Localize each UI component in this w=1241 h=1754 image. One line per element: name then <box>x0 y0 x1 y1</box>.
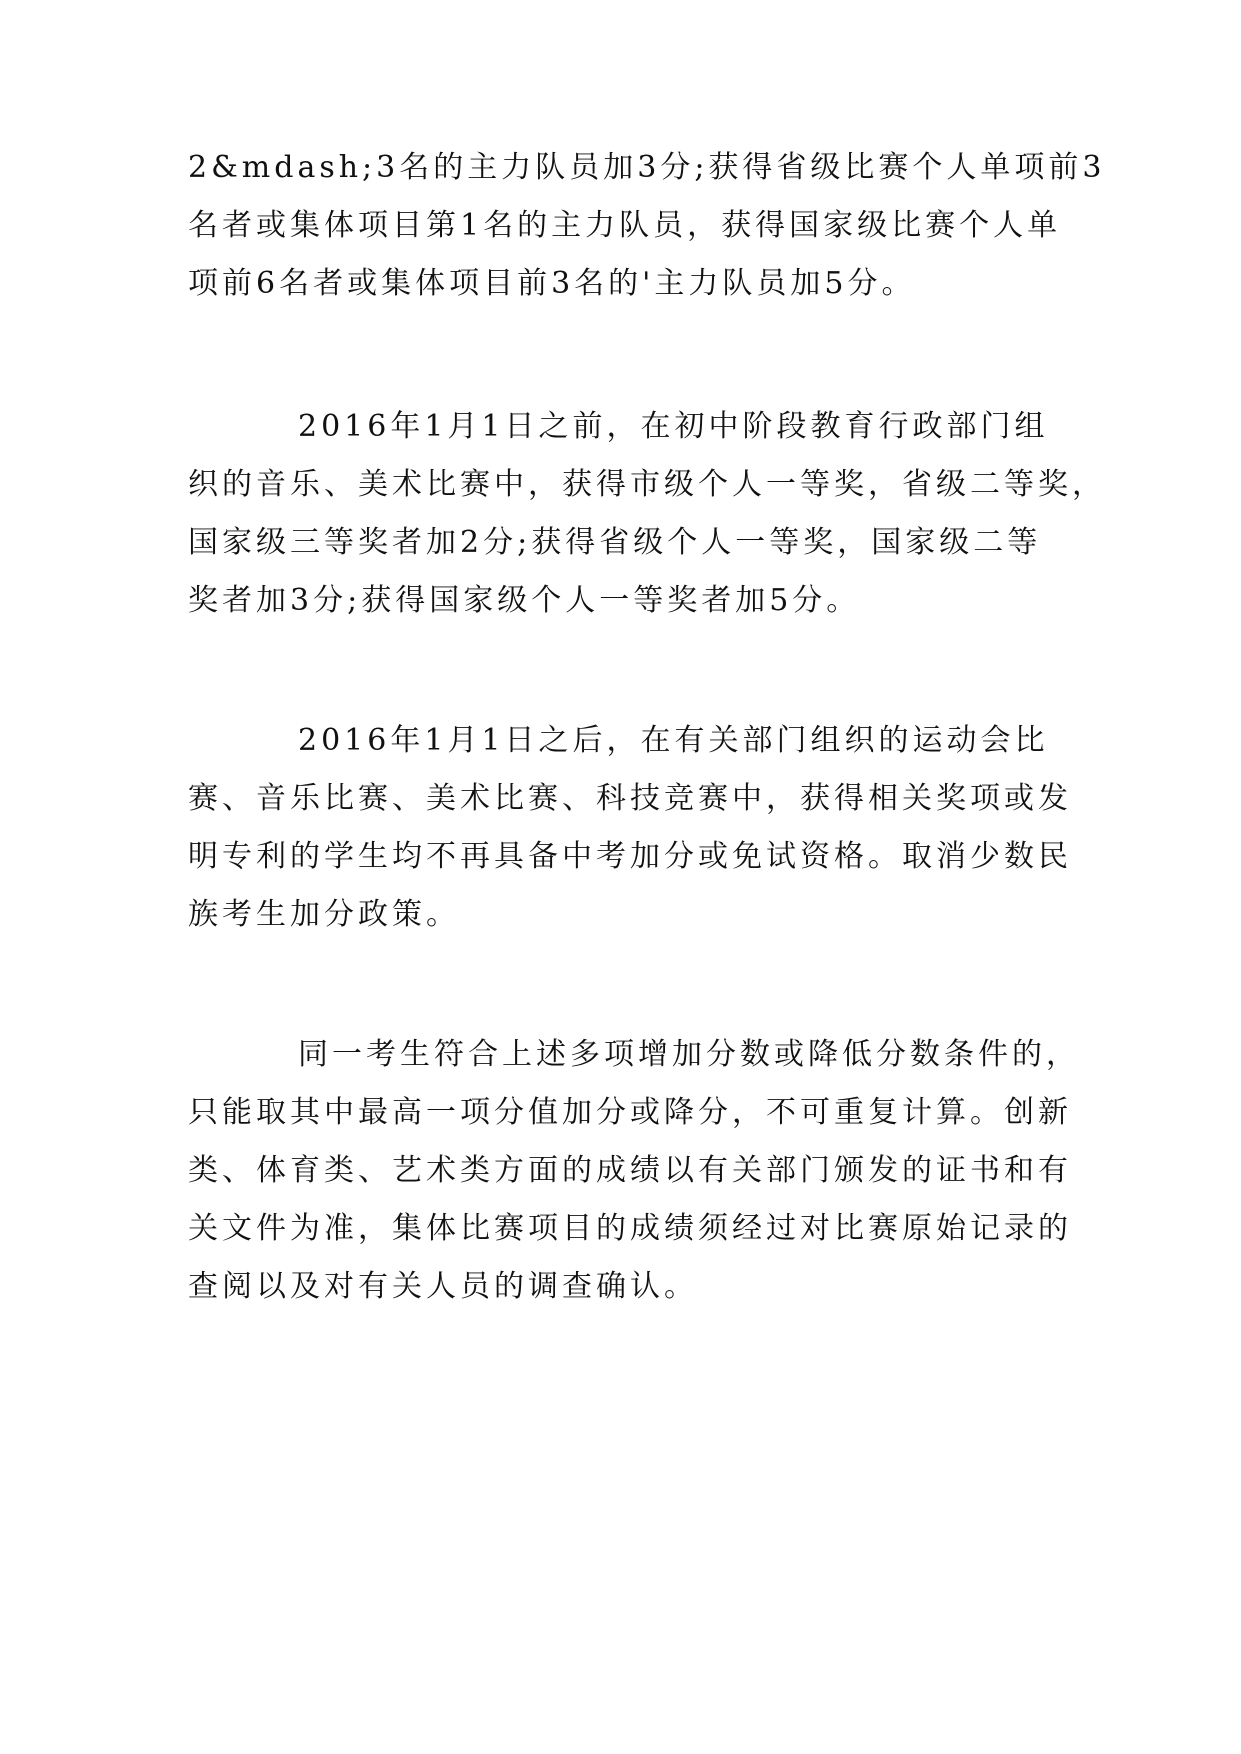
paragraph-line: 族考生加分政策。 <box>188 897 460 932</box>
paragraph-line: 2&mdash;3名的主力队员加3分;获得省级比赛个人单项前3 <box>188 150 1106 185</box>
paragraph-line: 查阅以及对有关人员的调查确认。 <box>188 1269 698 1304</box>
paragraph-line: 项前6名者或集体项目前3名的'主力队员加5分。 <box>188 266 916 301</box>
paragraph-line: 织的音乐、美术比赛中，获得市级个人一等奖，省级二等奖， <box>188 467 1106 502</box>
paragraph-line: 名者或集体项目第1名的主力队员，获得国家级比赛个人单 <box>188 208 1062 243</box>
paragraph-line: 国家级三等奖者加2分;获得省级个人一等奖，国家级二等 <box>188 525 1042 560</box>
paragraph-line: 2016年1月1日之前，在初中阶段教育行政部门组 <box>298 409 1049 444</box>
paragraph-line: 2016年1月1日之后，在有关部门组织的运动会比 <box>298 723 1049 758</box>
paragraph-4 <box>188 1026 1080 1316</box>
paragraph-line: 奖者加3分;获得国家级个人一等奖者加5分。 <box>188 583 861 618</box>
paragraph-line: 赛、音乐比赛、美术比赛、科技竞赛中，获得相关奖项或发 <box>188 781 1072 816</box>
paragraph-line: 只能取其中最高一项分值加分或降分，不可重复计算。创新 <box>188 1095 1072 1130</box>
paragraph-2 <box>188 398 1106 630</box>
paragraph-3 <box>188 712 1072 944</box>
paragraph-1 <box>188 139 1106 313</box>
paragraph-line: 类、体育类、艺术类方面的成绩以有关部门颁发的证书和有 <box>188 1153 1072 1188</box>
paragraph-line: 关文件为准，集体比赛项目的成绩须经过对比赛原始记录的 <box>188 1211 1072 1246</box>
paragraph-line: 明专利的学生均不再具备中考加分或免试资格。取消少数民 <box>188 839 1072 874</box>
paragraph-line: 同一考生符合上述多项增加分数或降低分数条件的， <box>298 1037 1080 1072</box>
